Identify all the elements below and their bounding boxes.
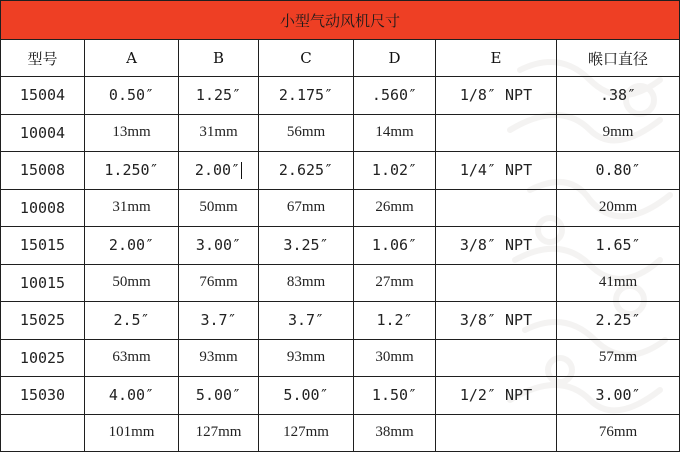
- cell-a: 50mm: [85, 264, 179, 302]
- table-row: [1, 414, 680, 452]
- header-a: A: [85, 40, 179, 77]
- cell-b: 50mm: [179, 189, 259, 227]
- cell-c: 3.25″: [259, 227, 354, 265]
- cell-throat: 57mm: [557, 339, 680, 377]
- cell-b: 76mm: [179, 264, 259, 302]
- header-throat-diameter: 喉口直径: [557, 40, 680, 77]
- table-row: [1, 302, 680, 340]
- cell-d: 1.50″: [354, 377, 436, 415]
- cell-e: 1/4″ NPT: [436, 152, 557, 190]
- cell-e: 1/8″ NPT: [436, 77, 557, 115]
- cell-c: 56mm: [259, 114, 354, 152]
- cell-a: 4.00″: [85, 377, 179, 415]
- cell-model: 15004: [1, 77, 85, 115]
- table-row: [1, 264, 680, 302]
- cell-b: 1.25″: [179, 77, 259, 115]
- cell-a: 63mm: [85, 339, 179, 377]
- table-row: [1, 77, 680, 115]
- header-e: E: [436, 40, 557, 77]
- cell-throat: 3.00″: [557, 377, 680, 415]
- table-row: [1, 339, 680, 377]
- cell-e: 3/8″ NPT: [436, 227, 557, 265]
- cell-a: 0.50″: [85, 77, 179, 115]
- cell-throat: 0.80″: [557, 152, 680, 190]
- cell-model: 10025: [1, 339, 85, 377]
- cell-b-value: 2.00″: [194, 161, 241, 180]
- cell-d: 38mm: [354, 414, 436, 452]
- cell-throat: 9mm: [557, 114, 680, 152]
- cell-c: 67mm: [259, 189, 354, 227]
- cell-throat: 1.65″: [557, 227, 680, 265]
- cell-model: 10008: [1, 189, 85, 227]
- table-row: [1, 227, 680, 265]
- cell-b: 31mm: [179, 114, 259, 152]
- cell-e: [436, 339, 557, 377]
- cell-d: 27mm: [354, 264, 436, 302]
- cell-e: 3/8″ NPT: [436, 302, 557, 340]
- cell-d: .560″: [354, 77, 436, 115]
- cell-b: 127mm: [179, 414, 259, 452]
- cell-d: 26mm: [354, 189, 436, 227]
- cell-e: [436, 114, 557, 152]
- text-caret: [241, 162, 242, 179]
- table-row: [1, 114, 680, 152]
- cell-e: [436, 414, 557, 452]
- cell-c: 5.00″: [259, 377, 354, 415]
- cell-e: [436, 189, 557, 227]
- cell-model: [1, 414, 85, 452]
- cell-a: 2.00″: [85, 227, 179, 265]
- cell-model: 15030: [1, 377, 85, 415]
- cell-d: 30mm: [354, 339, 436, 377]
- table-row: [1, 189, 680, 227]
- cell-b: 93mm: [179, 339, 259, 377]
- cell-b: 5.00″: [179, 377, 259, 415]
- cell-d: 1.2″: [354, 302, 436, 340]
- cell-c: 127mm: [259, 414, 354, 452]
- header-model: 型号: [1, 40, 85, 77]
- cell-d: 14mm: [354, 114, 436, 152]
- cell-model: 10015: [1, 264, 85, 302]
- table-row: [1, 377, 680, 415]
- cell-model: 15025: [1, 302, 85, 340]
- cell-c: 83mm: [259, 264, 354, 302]
- cell-throat: 41mm: [557, 264, 680, 302]
- cell-throat: 76mm: [557, 414, 680, 452]
- header-d: D: [354, 40, 436, 77]
- cell-c: 2.625″: [259, 152, 354, 190]
- cell-a: 1.250″: [85, 152, 179, 190]
- table-row: [1, 152, 680, 190]
- cell-model: 15015: [1, 227, 85, 265]
- cell-throat: 20mm: [557, 189, 680, 227]
- title-row: [1, 1, 680, 40]
- header-row: [1, 40, 680, 77]
- cell-d: 1.02″: [354, 152, 436, 190]
- cell-d: 1.06″: [354, 227, 436, 265]
- header-c: C: [259, 40, 354, 77]
- cell-c: 2.175″: [259, 77, 354, 115]
- cell-model: 15008: [1, 152, 85, 190]
- header-b: B: [179, 40, 259, 77]
- cell-model: 10004: [1, 114, 85, 152]
- cell-a: 13mm: [85, 114, 179, 152]
- cell-a: 2.5″: [85, 302, 179, 340]
- cell-e: 1/2″ NPT: [436, 377, 557, 415]
- cell-c: 3.7″: [259, 302, 354, 340]
- cell-e: [436, 264, 557, 302]
- cell-a: 101mm: [85, 414, 179, 452]
- cell-b[interactable]: [179, 152, 259, 190]
- cell-c: 93mm: [259, 339, 354, 377]
- cell-b: 3.7″: [179, 302, 259, 340]
- table-title: 小型气动风机尺寸: [1, 1, 680, 40]
- cell-b: 3.00″: [179, 227, 259, 265]
- cell-throat: .38″: [557, 77, 680, 115]
- cell-a: 31mm: [85, 189, 179, 227]
- cell-throat: 2.25″: [557, 302, 680, 340]
